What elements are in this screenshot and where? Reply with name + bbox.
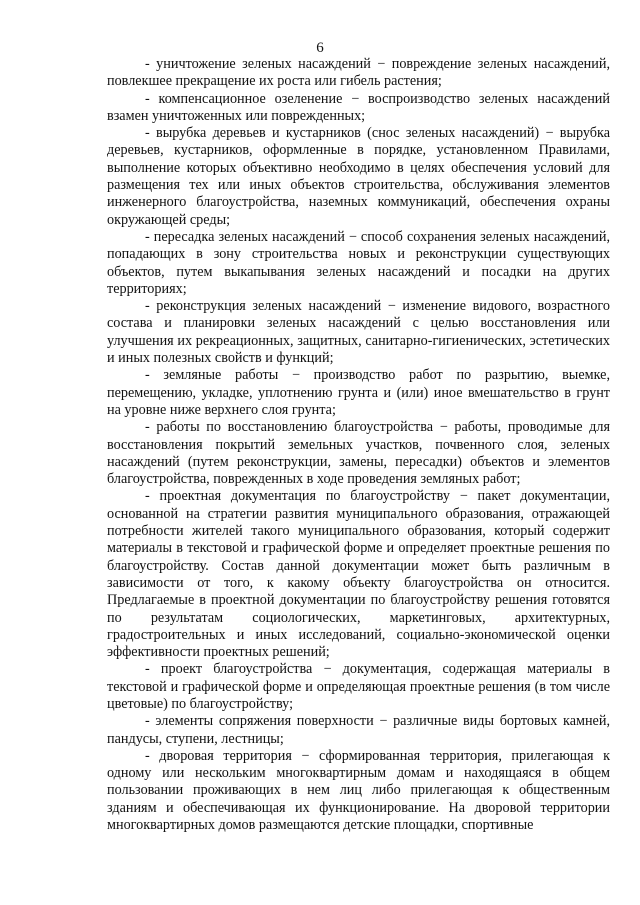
paragraph-design-documentation: - проектная документация по благоустройству − пакет документации, основанной на стратегии развития муниципального образования, отражающей потребности жителей такого муниципального образования, который содержит материалы в текстовой и графической форме и определяет проектные решения по благоустройству. Состав данной документации может быть различным в зависимости от того, к какому объекту благоустройства он относится. Предлагаемые в проектной документации по благоустройству решения готовятся по результатам социологических, маркетинговых, архитектурных, градостроительных и иных исследований, социально-экономической оценки эффективности проектных решений; <box>107 488 610 661</box>
paragraph-courtyard-territory: - дворовая территория − сформированная территория, прилегающая к одному или нескольким многоквартирным домам и находящаяся в общем пользовании проживающих в нем лиц либо прилегающая к общественным зданиям и обеспечивающая их функционирование. На дворовой территории многоквартирных домов размещаются детские площадки, спортивные <box>107 747 610 834</box>
paragraph-restoration-works: - работы по восстановлению благоустройства − работы, проводимые для восстановления покрытий земельных участков, почвенного слоя, зеленых насаждений (путем реконструкции, замены, пересадки) объектов и элементов благоустройства, поврежденных в ходе проведения земляных работ; <box>107 419 610 488</box>
document-body <box>107 56 610 834</box>
paragraph-surface-junction-elements: - элементы сопряжения поверхности − различные виды бортовых камней, пандусы, ступени, лестницы; <box>107 713 610 747</box>
paragraph-tree-felling: - вырубка деревьев и кустарников (снос зеленых насаждений) − вырубка деревьев, кустарников, оформленные в порядке, установленном Правилами, выполнение которых объективно необходимо в целях обеспечения условий для размещения тех или иных объектов строительства, обслуживания элементов инженерного благоустройства, наземных коммуникаций, обеспечения охраны окружающей среды; <box>107 125 610 228</box>
paragraph-earthworks: - земляные работы − производство работ по разрытию, выемке, перемещению, укладке, уплотнению грунта и (или) иное вмешательство в грунт на уровне ниже верхнего слоя грунта; <box>107 367 610 418</box>
page-number: 6 <box>316 40 324 56</box>
paragraph-compensatory-landscaping: - компенсационное озеленение − воспроизводство зеленых насаждений взамен уничтоженных или поврежденных; <box>107 90 610 124</box>
paragraph-improvement-project: - проект благоустройства − документация, содержащая материалы в текстовой и графической форме и определяющая проектные решения (в том числе цветовые) по благоустройству; <box>107 661 610 712</box>
paragraph-destruction-of-green-spaces: - уничтожение зеленых насаждений − повреждение зеленых насаждений, повлекшее прекращение их роста или гибель растения; <box>107 56 610 90</box>
paragraph-reconstruction-of-green-spaces: - реконструкция зеленых насаждений − изменение видового, возрастного состава и планировки зеленых насаждений с целью восстановления или улучшения их рекреационных, защитных, санитарно-гигиенических, эстетических и иных полезных свойств и функций; <box>107 298 610 367</box>
paragraph-transplanting: - пересадка зеленых насаждений − способ сохранения зеленых насаждений, попадающих в зону строительства новых и реконструкции существующих объектов, путем выкапывания зеленых насаждений и посадки на других территориях; <box>107 228 610 297</box>
